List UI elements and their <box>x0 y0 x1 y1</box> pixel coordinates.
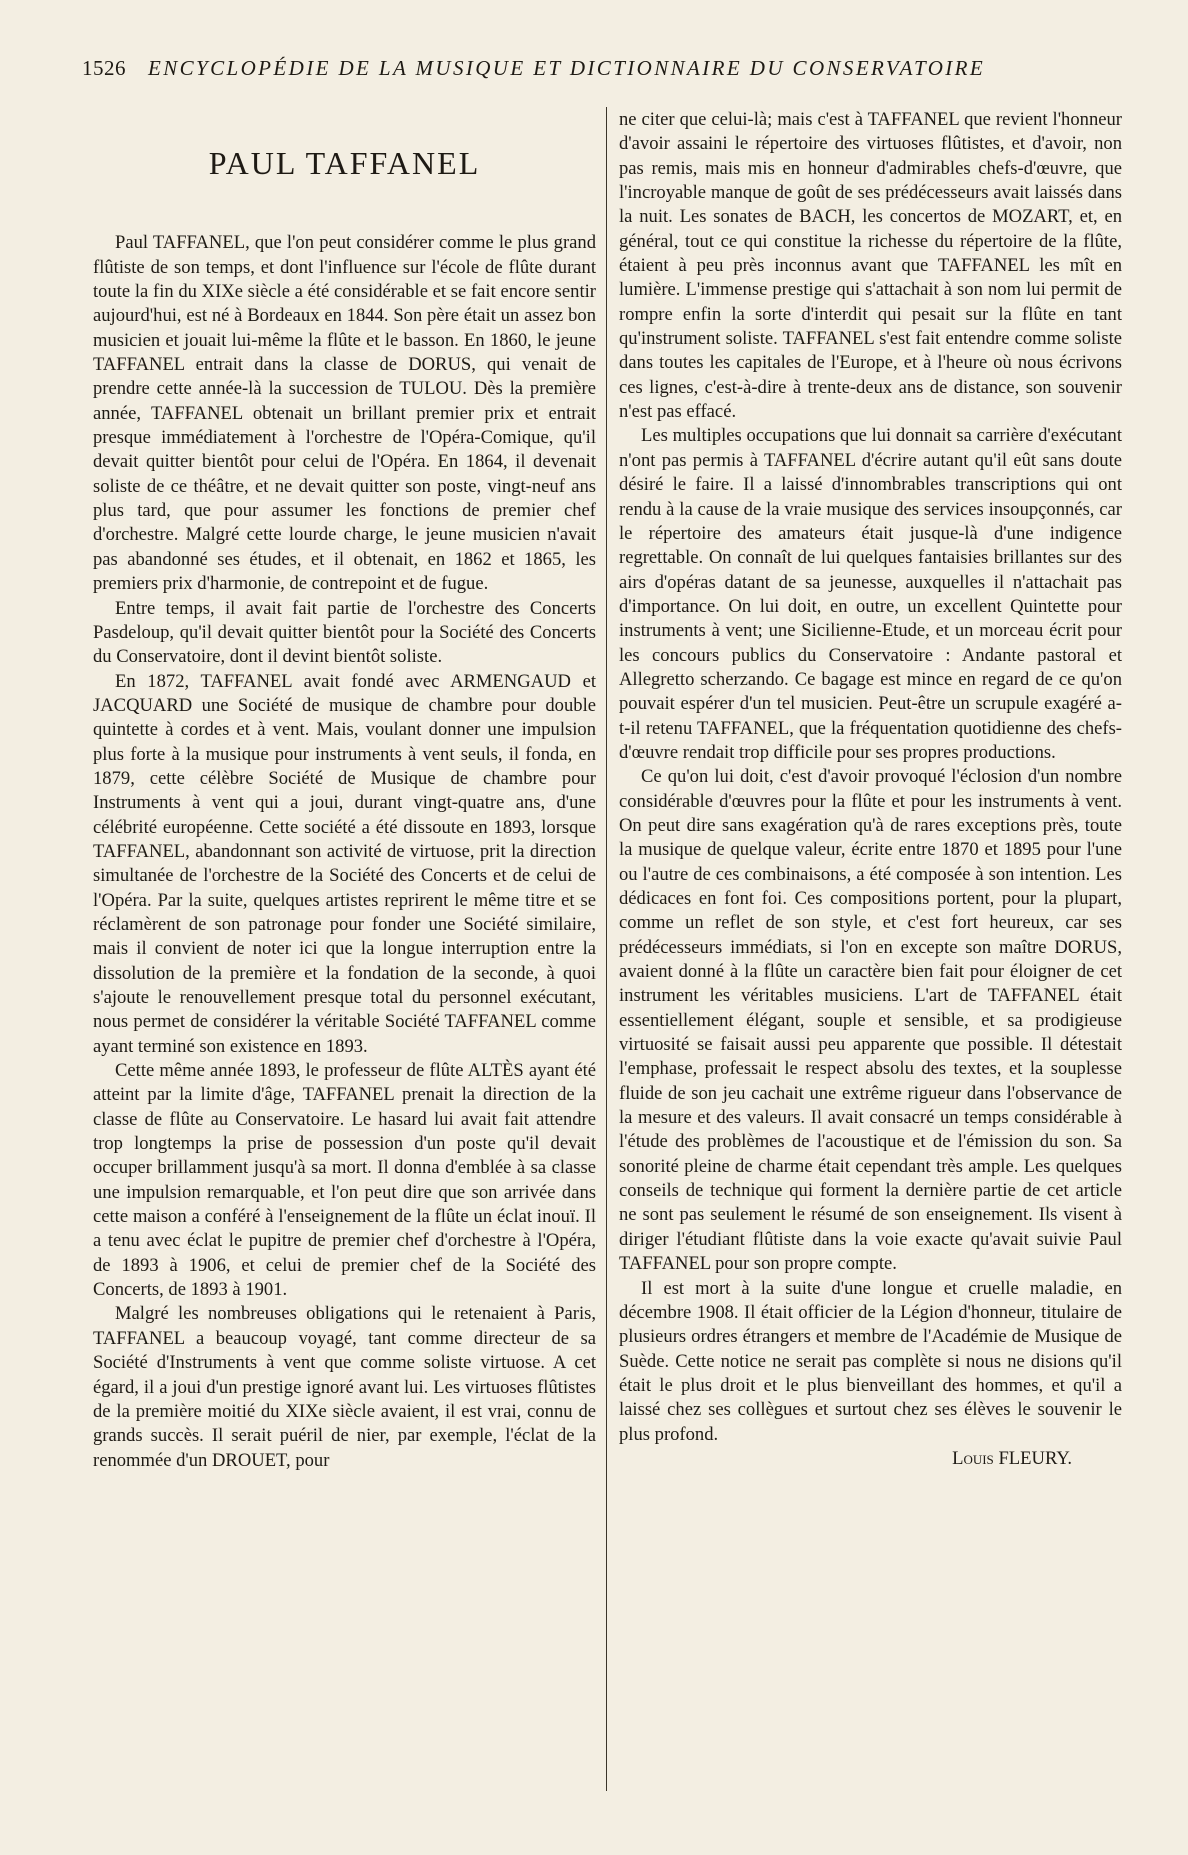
paragraph: Les multiples occupations que lui donnait sa carrière d'exécutant n'ont pas permis à TAFFANEL d'écrire autant qu'il eût sans doute désiré le faire. Il a laissé d'innombrables transcriptions qui ont rendu à la cause de la vraie musique des services insoupçonnés, car le répertoire des amateurs était jusque-là d'une indigence regrettable. On connaît de lui quelques fantaisies brillantes sur des airs d'opéras datant de sa jeunesse, auxquelles il n'attachait pas d'importance. On lui doit, en outre, un excellent Quintette pour instruments à vent; une Sicilienne-Etude, et un morceau écrit pour les concours publics du Conservatoire : Andante pastoral et Allegretto scherzando. Ce bagage est mince en regard de ce qu'on pouvait espérer d'un tel musicien. Peut-être un scrupule exagéré a-t-il retenu TAFFANEL, que la fréquentation quotidienne des chefs-d'œuvre rendait trop difficile pour ses propres productions. <box>619 425 1122 763</box>
left-column <box>93 108 596 1473</box>
author-first-name: Louis <box>952 1447 994 1469</box>
page-number: 1526 <box>82 56 126 80</box>
paragraph: Malgré les nombreuses obligations qui le retenaient à Paris, TAFFANEL a beaucoup voyagé, tant comme directeur de sa Société d'Instruments à vent que comme soliste virtuose. A cet égard, il a joui d'un prestige ignoré avant lui. Les virtuoses flûtistes de la première moitié du XIXe siècle avaient, il est vrai, connu de grands succès. Il serait puéril de nier, par exemple, l'éclat de la renommée d'un DROUET, pour <box>93 1303 596 1471</box>
right-column <box>619 108 1122 1471</box>
page-header <box>82 56 1122 81</box>
paragraph: Paul TAFFANEL, que l'on peut considérer comme le plus grand flûtiste de son temps, et dont l'influence sur l'école de flûte durant toute la fin du XIXe siècle a été considérable et se fait encore sentir aujourd'hui, est né à Bordeaux en 1844. Son père était un assez bon musicien et jouait lui-même la flûte et le basson. En 1860, le jeune TAFFANEL entrait dans la classe de DORUS, qui venait de prendre cette année-là la succession de TULOU. Dès la première année, TAFFANEL obtenait un brillant premier prix et entrait presque immédiatement à l'orchestre de l'Opéra-Comique, qu'il devait quitter bientôt pour celui de l'Opéra. En 1864, il devenait soliste de ce théâtre, et ne devait quitter son poste, vingt-neuf ans plus tard, que pour assumer les fonctions de premier chef d'orchestre. Malgré cette lourde charge, le jeune musicien n'avait pas abandonné ses études, et il obtenait, en 1862 et 1865, les premiers prix d'harmonie, de contrepoint et de fugue. <box>93 232 596 595</box>
column-divider <box>606 107 607 1791</box>
paragraph: Ce qu'on lui doit, c'est d'avoir provoqué l'éclosion d'un nombre considérable d'œuvres pour la flûte et pour les instruments à vent. On peut dire sans exagération qu'à de rares exceptions près, toute la musique de quelque valeur, écrite entre 1870 et 1895 pour l'une ou l'autre de ces combinaisons, a été composée à son intention. Les dédicaces en font foi. Ces compositions portent, pour la plupart, comme un reflet de son style, et c'est fort heureux, car ses prédécesseurs immédiats, si l'on en excepte son maître DORUS, avaient donné à la flûte un caractère bien fait pour éloigner de cet instrument les véritables musiciens. L'art de TAFFANEL était essentiellement élégant, souple et sensible, et sa prodigieuse virtuosité se faisait aussi peu apparente que possible. Il détestait l'emphase, professait le respect absolu des textes, et la souplesse fluide de son jeu cachait une extrême rigueur dans l'observance de la mesure et des valeurs. Il avait consacré un temps considérable à l'étude des problèmes de l'acoustique et de l'émission du son. Sa sonorité pleine de charme était cependant très ample. Les quelques conseils de technique qui forment la dernière partie de cet article ne sont pas seulement le résumé de son enseignement. Ils visent à diriger l'étudiant flûtiste dans la voie exacte qu'avait suivie Paul TAFFANEL pour son propre compte. <box>619 766 1122 1275</box>
paragraph: Entre temps, il avait fait partie de l'orchestre des Concerts Pasdeloup, qu'il devait quitter bientôt pour la Société des Concerts du Conservatoire, dont il devint bientôt soliste. <box>93 597 596 668</box>
author-last-name: FLEURY. <box>998 1447 1072 1469</box>
author-signature <box>619 1447 1122 1471</box>
running-title: ENCYCLOPÉDIE DE LA MUSIQUE ET DICTIONNAIRE DU CONSERVATOIRE <box>148 56 986 80</box>
article-title: PAUL TAFFANEL <box>208 145 481 181</box>
paragraph-continued: ne citer que celui-là; mais c'est à TAFFANEL que revient l'honneur d'avoir assaini le répertoire des virtuoses flûtistes, et d'avoir, non pas remis, mais mis en honneur d'admirables chefs-d'œuvre, que l'incroyable manque de goût de ses prédécesseurs avait laissés dans la nuit. Les sonates de BACH, les concertos de MOZART, et, en général, tout ce qui constitue la richesse du répertoire de la flûte, étaient à peu près inconnus avant que TAFFANEL les mît en lumière. L'immense prestige qui s'attachait à son nom lui permit de rompre enfin la sorte d'interdit qui pesait sur la flûte en tant qu'instrument soliste. TAFFANEL s'est fait entendre comme soliste dans toutes les capitales de l'Europe, et à l'heure où nous écrivons ces lignes, c'est-à-dire à trente-deux ans de distance, son souvenir n'est pas effacé. <box>619 109 1122 423</box>
paragraph: Cette même année 1893, le professeur de flûte ALTÈS ayant été atteint par la limite d'âge, TAFFANEL prenait la direction de la classe de flûte au Conservatoire. Le hasard lui avait fait attendre trop longtemps la prise de possession d'un poste qu'il devait occuper brillamment jusqu'à sa mort. Il donna d'emblée à sa classe une impulsion remarquable, et l'on peut dire que son arrivée dans cette maison a conféré à l'enseignement de la flûte un éclat inouï. Il a tenu avec éclat le pupitre de premier chef d'orchestre à l'Opéra, de 1893 à 1906, et celui de premier chef de la Société des Concerts, de 1893 à 1901. <box>93 1060 596 1301</box>
paragraph: En 1872, TAFFANEL avait fondé avec ARMENGAUD et JACQUARD une Société de musique de chambre pour double quintette à cordes et à vent. Mais, voulant donner une impulsion plus forte à la musique pour instruments à vent seuls, il fonda, en 1879, cette célèbre Société de Musique de chambre pour Instruments à vent qui a joui, durant vingt-quatre ans, d'une célébrité européenne. Cette société a été dissoute en 1893, lorsque TAFFANEL, abandonnant son activité de virtuose, prit la direction simultanée de l'orchestre de la Société des Concerts et de celui de l'Opéra. Par la suite, quelques artistes reprirent le même titre et se réclamèrent de son patronage pour fonder une Société similaire, mais il convient de noter ici que la longue interruption entre la dissolution de la première et la fondation de la seconde, à quoi s'ajoute le renouvellement presque total du personnel exécutant, nous permet de considérer la véritable Société TAFFANEL comme ayant terminé son existence en 1893. <box>93 670 596 1057</box>
paragraph: Il est mort à la suite d'une longue et cruelle maladie, en décembre 1908. Il était officier de la Légion d'honneur, titulaire de plusieurs ordres étrangers et membre de l'Académie de Musique de Suède. Cette notice ne serait pas complète si nous ne disions qu'il était le plus droit et le plus bienveillant des hommes, et qu'il a laissé chez ses collègues et surtout chez ses élèves le souvenir le plus profond. <box>619 1277 1122 1445</box>
